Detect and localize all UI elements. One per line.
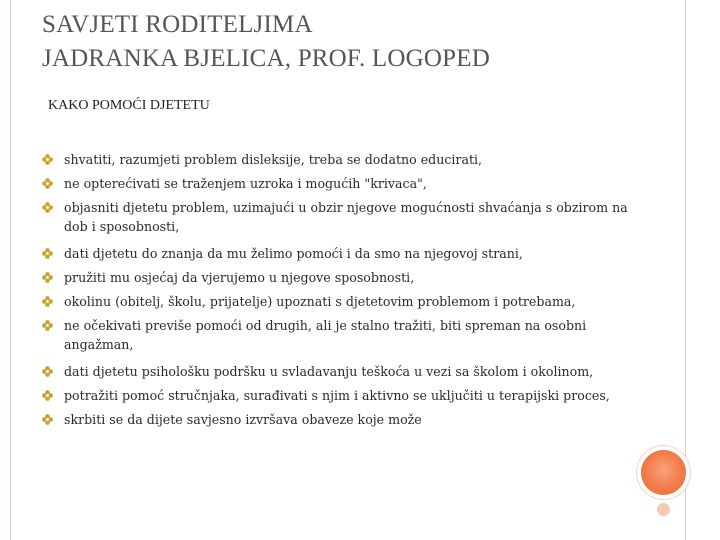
decorative-circle: [641, 450, 686, 495]
list-item-text: ne opterećivati se traženjem uzroka i mogućih "krivaca",: [64, 176, 427, 191]
list-item-text: dati djetetu psihološku podršku u svladavanju teškoća u vezi sa školom i okolinom,: [64, 364, 594, 379]
list-item-text: ne očekivati previše pomoći od drugih, ali je stalno tražiti, biti spreman na osobni angažman,: [64, 318, 587, 352]
flower-bullet-icon: [42, 390, 53, 401]
list-item-text: potražiti pomoć stručnjaka, surađivati s njim i aktivno se uključiti u terapijski proces,: [64, 388, 610, 403]
slide-title: [42, 8, 682, 76]
flower-bullet-icon: [42, 414, 53, 425]
list-item: [40, 268, 640, 287]
flower-bullet-icon: [42, 296, 53, 307]
list-item: [40, 292, 640, 311]
list-item: [40, 174, 640, 193]
title-line-2: JADRANKA BJELICA, PROF. LOGOPED: [42, 45, 490, 72]
decorative-dot: [657, 503, 670, 516]
flower-bullet-icon: [42, 248, 53, 259]
list-item: [40, 244, 640, 263]
list-item: [40, 362, 640, 381]
flower-bullet-icon: [42, 154, 53, 165]
title-line-1: SAVJETI RODITELJIMA: [42, 11, 313, 38]
flower-bullet-icon: [42, 202, 53, 213]
list-item-text: pružiti mu osjećaj da vjerujemo u njegove sposobnosti,: [64, 270, 415, 285]
section-heading: KAKO POMOĆI DJETETU: [48, 98, 210, 113]
list-item: [40, 386, 640, 405]
list-item: [40, 150, 640, 169]
list-item-text: objasniti djetetu problem, uzimajući u obzir njegove mogućnosti shvaćanja s obzirom na dob i sposobnosti,: [64, 200, 628, 234]
flower-bullet-icon: [42, 320, 53, 331]
list-item-text: shvatiti, razumjeti problem disleksije, treba se dodatno educirati,: [64, 152, 483, 167]
list-item-text: okolinu (obitelj, školu, prijatelje) upoznati s djetetovim problemom i potrebama,: [64, 294, 576, 309]
flower-bullet-icon: [42, 272, 53, 283]
list-item-text: skrbiti se da dijete savjesno izvršava obaveze koje može: [64, 412, 422, 427]
flower-bullet-icon: [42, 178, 53, 189]
list-item: [40, 316, 640, 354]
list-item: [40, 410, 640, 429]
flower-bullet-icon: [42, 366, 53, 377]
bullet-list: [40, 150, 640, 429]
list-item: [40, 198, 640, 236]
list-item-text: dati djetetu do znanja da mu želimo pomoći i da smo na njegovoj strani,: [64, 246, 523, 261]
